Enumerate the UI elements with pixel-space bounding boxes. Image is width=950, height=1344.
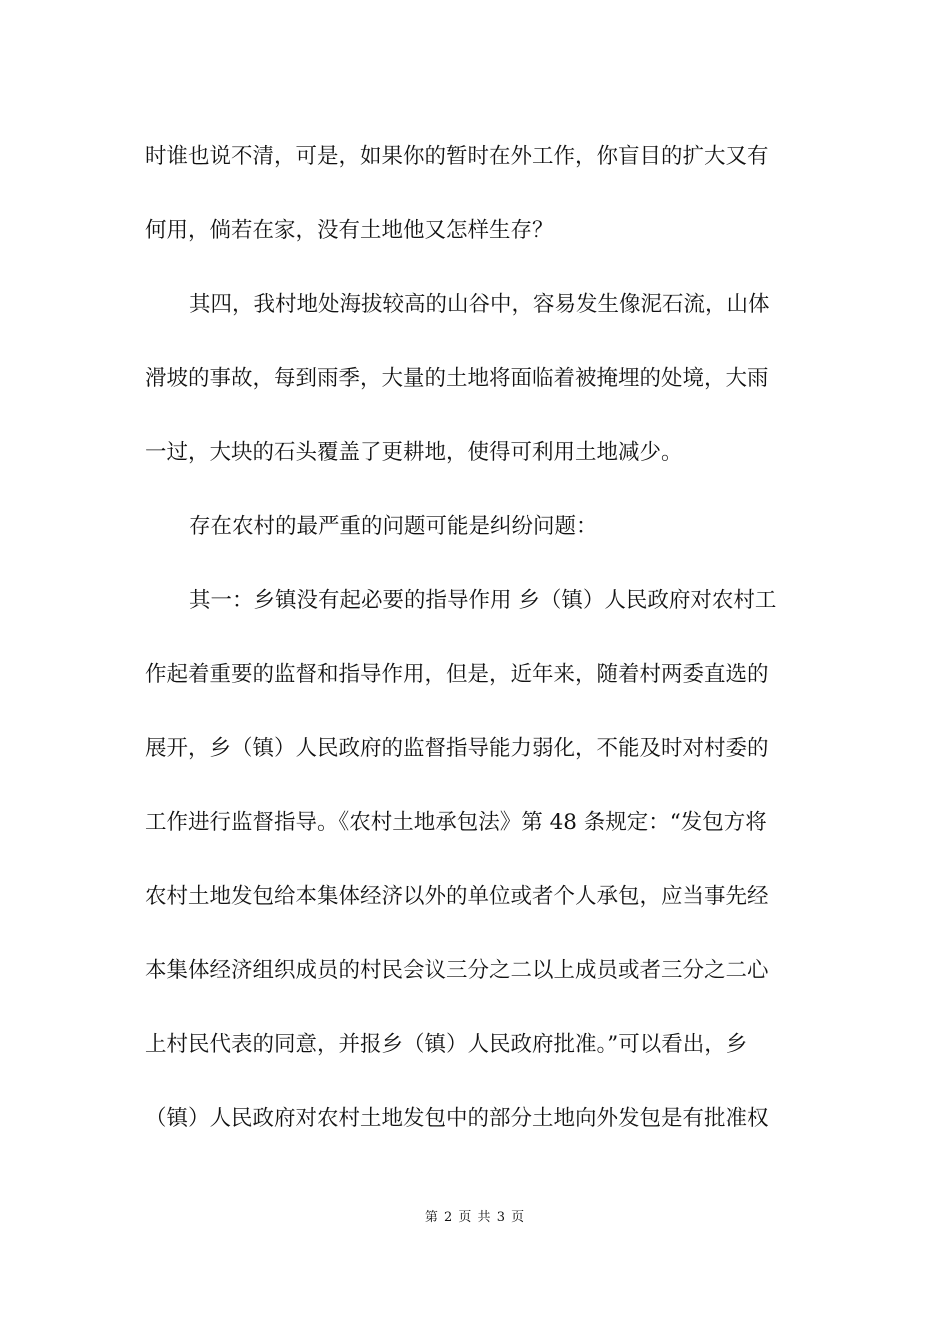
text-line: 农村土地发包给本集体经济以外的单位或者个人承包，应当事先经	[145, 884, 769, 909]
page-number-footer: 第 2 页 共 3 页	[424, 1210, 526, 1225]
text-line: 作起着重要的监督和指导作用，但是，近年来，随着村两委直选的	[145, 662, 769, 687]
text-line: 何用，倘若在家，没有土地他又怎样生存？	[145, 218, 554, 243]
text-line: 其一：乡镇没有起必要的指导作用 乡（镇）人民政府对农村工	[189, 588, 777, 613]
text-line: 时谁也说不清，可是，如果你的暂时在外工作，你盲目的扩大又有	[145, 144, 769, 169]
document-body	[145, 130, 810, 1166]
text-line: 工作进行监督指导。《农村土地承包法》第 48 条规定：“发包方将	[145, 810, 767, 835]
text-line: 存在农村的最严重的问题可能是纠纷问题：	[189, 514, 598, 539]
text-line: 滑坡的事故，每到雨季，大量的土地将面临着被掩埋的处境，大雨	[145, 366, 769, 391]
text-line: 上村民代表的同意，并报乡（镇）人民政府批准。”可以看出，乡	[145, 1032, 748, 1057]
text-line: 其四，我村地处海拔较高的山谷中，容易发生像泥石流，山体	[189, 292, 770, 317]
text-line: 一过，大块的石头覆盖了更耕地，使得可利用土地减少。	[145, 440, 683, 465]
text-line: 展开，乡（镇）人民政府的监督指导能力弱化，不能及时对村委的	[145, 736, 769, 761]
text-line: （镇）人民政府对农村土地发包中的部分土地向外发包是有批准权	[145, 1106, 769, 1131]
text-line: 本集体经济组织成员的村民会议三分之二以上成员或者三分之二心	[145, 958, 769, 983]
